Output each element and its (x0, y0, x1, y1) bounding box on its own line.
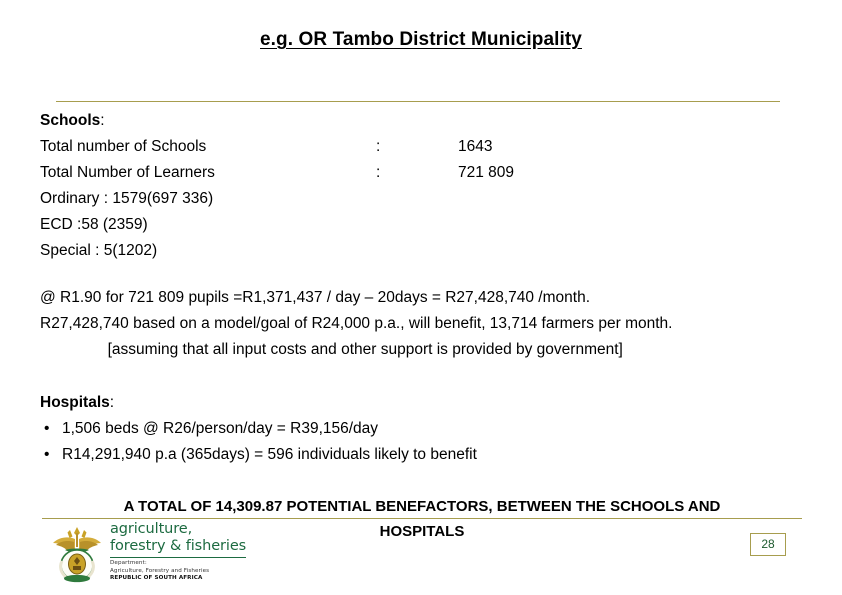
schools-row-label: Total number of Schools (40, 138, 207, 155)
calculation-section (40, 285, 672, 363)
calculation-line-2: R27,428,740 based on a model/goal of R24,000 p.a., will benefit, 13,714 farmers per month. (40, 315, 673, 332)
footer-logo-underline (110, 557, 246, 558)
hospitals-bullet-item (40, 416, 477, 442)
footer-logo-text (110, 521, 280, 583)
hospitals-heading-colon: : (109, 394, 115, 411)
footer-department-block (110, 560, 280, 583)
schools-row-value: 721 809 (458, 164, 515, 181)
schools-row-label: Total Number of Learners (40, 164, 215, 181)
schools-row-colon: : (376, 138, 381, 155)
schools-breakdown-ordinary: Ordinary : 1579(697 336) (40, 190, 214, 207)
footer-logo-line-2: forestry & fisheries (110, 538, 247, 554)
page-title-text: e.g. OR Tambo District Municipality (260, 29, 582, 50)
schools-heading-colon: : (100, 112, 105, 129)
schools-breakdown-ecd: ECD :58 (2359) (40, 216, 148, 233)
schools-heading-label: Schools (40, 112, 101, 129)
page-title (0, 29, 842, 51)
hospitals-heading (40, 390, 477, 416)
total-summary-line-1: A TOTAL OF 14,309.87 POTENTIAL BENEFACTORS, BETWEEN THE SCHOOLS AND (123, 498, 721, 515)
total-summary-line-2: HOSPITALS (379, 523, 465, 540)
footer-logo (48, 521, 278, 589)
bullet-icon: • (44, 446, 50, 463)
bullet-icon: • (44, 420, 50, 437)
content-divider-top (56, 101, 780, 102)
calculation-assumption-note: [assuming that all input costs and other support is provided by government] (107, 341, 623, 358)
page-number-badge: 28 (750, 533, 786, 556)
hospitals-bullet-text: R14,291,940 p.a (365days) = 596 individuals likely to benefit (62, 446, 477, 463)
calculation-line-1: @ R1.90 for 721 809 pupils =R1,371,437 / day – 20days = R27,428,740 /month. (40, 289, 591, 306)
schools-heading (40, 108, 215, 134)
footer-department-line-3: REPUBLIC OF SOUTH AFRICA (110, 575, 203, 582)
footer-divider (42, 518, 802, 519)
schools-row-colon: : (376, 164, 381, 181)
footer-department-line-1: Department: (110, 560, 147, 566)
schools-row-total-schools (40, 134, 493, 160)
hospitals-bullet-text: 1,506 beds @ R26/person/day = R39,156/day (62, 420, 379, 437)
south-africa-coat-of-arms-icon (48, 523, 106, 587)
schools-row-total-learners (40, 160, 515, 186)
footer-logo-line-1: agriculture, (110, 521, 193, 537)
footer-department-line-2: Agriculture, Forestry and Fisheries (110, 567, 210, 574)
schools-breakdown-special: Special : 5(1202) (40, 242, 158, 259)
hospitals-heading-label: Hospitals (40, 394, 110, 411)
schools-row-value: 1643 (458, 138, 493, 155)
hospitals-section (40, 390, 477, 468)
hospitals-bullet-item (40, 442, 477, 468)
schools-section (40, 108, 515, 264)
